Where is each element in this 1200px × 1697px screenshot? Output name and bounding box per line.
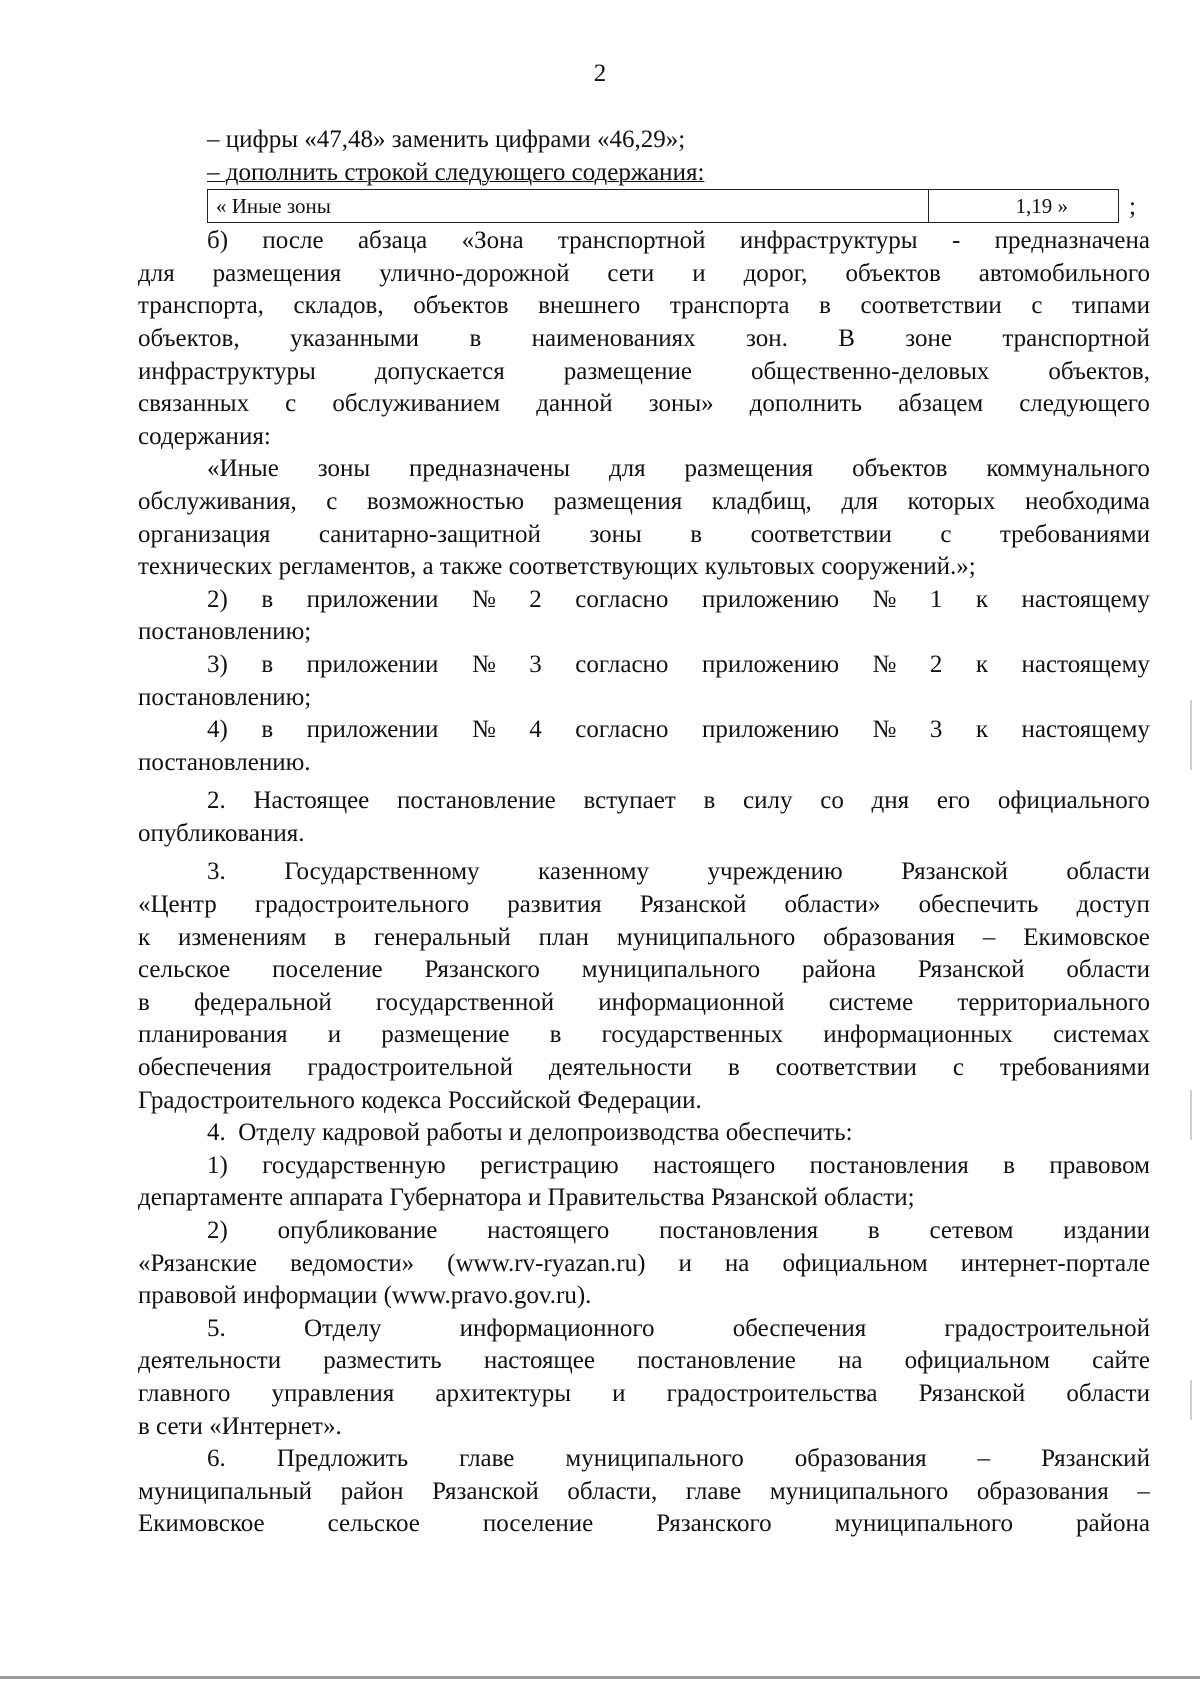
word: муниципального [565, 1445, 744, 1473]
word: типами [1072, 292, 1150, 320]
word: данной [536, 390, 613, 418]
word: деятельности [138, 1347, 282, 1375]
word: организация [138, 520, 271, 548]
word: (www.rv-ryazan.ru) [447, 1249, 646, 1277]
word: Отделу [303, 1314, 382, 1342]
item-2-last-line: постановлению; [138, 618, 312, 646]
word: информационных [823, 1021, 1013, 1049]
word: зоны [589, 520, 642, 548]
word: системе [828, 988, 914, 1016]
word: указанными [289, 324, 420, 352]
word: муниципального [616, 923, 796, 951]
table-row-semicolon: ; [1129, 193, 1136, 221]
word: обеспечения [732, 1314, 867, 1342]
word: настоящему [1021, 716, 1150, 744]
text-line [138, 1150, 1150, 1183]
word: постановления [659, 1217, 819, 1244]
word: Рязанского [656, 1510, 772, 1538]
word: автомобильного [978, 259, 1150, 287]
word: на [838, 1347, 863, 1375]
word: в [549, 1021, 562, 1049]
clause-4: 4. Отделу кадровой работы и делопроизводства обеспечить: [207, 1119, 853, 1147]
word: к [975, 650, 989, 678]
word: градостроительного [254, 891, 470, 919]
word: к [975, 716, 989, 744]
word: доступ [1076, 891, 1150, 919]
word: сельское [327, 1510, 420, 1538]
word: Рязанской [432, 1477, 539, 1505]
word: и [692, 259, 706, 287]
word: транспорта, [138, 292, 264, 320]
text-line [138, 1019, 1150, 1052]
text-line [138, 954, 1150, 987]
word: Рязанской [918, 1379, 1026, 1407]
word: абзаца [357, 227, 428, 255]
word: требованиями [999, 1054, 1150, 1082]
clause-6 [138, 1443, 1150, 1541]
word: опубликование [277, 1217, 438, 1244]
word: главе [685, 1477, 742, 1505]
word: – [982, 923, 996, 951]
word: поселение [482, 1510, 594, 1538]
word: соответствии [750, 520, 892, 548]
word: кладбищ, [711, 487, 812, 515]
word: транспортной [557, 227, 706, 255]
clause-5-last-line: в сети «Интернет». [138, 1412, 342, 1440]
word: зон. [745, 324, 788, 352]
word: государственной [375, 988, 555, 1016]
word: связанных [138, 390, 250, 418]
word: размещения [212, 259, 342, 287]
clause-2-last-line: опубликования. [138, 819, 305, 847]
word: Государственному [284, 858, 480, 886]
word: градостроительной [944, 1314, 1150, 1342]
word: казенному [538, 858, 649, 886]
word: после [262, 227, 324, 255]
text-line [138, 1248, 1150, 1281]
word: № [872, 716, 897, 744]
text-line [138, 649, 1150, 682]
word: и [678, 1249, 692, 1277]
word: коммунального [986, 455, 1150, 483]
scan-edge-mark [1190, 700, 1192, 770]
word: в [819, 292, 831, 320]
word: регистрацию [480, 1151, 619, 1179]
word: «Зона [461, 227, 524, 255]
word: учреждению [707, 858, 843, 886]
word: 1) [207, 1151, 228, 1179]
word: зоны» [648, 390, 714, 418]
word: дополнить [749, 390, 863, 418]
word: размещения [553, 487, 683, 515]
word: обслуживанием [332, 390, 501, 418]
text-line [138, 1345, 1150, 1378]
word: 3 [529, 650, 542, 678]
word: настоящего [487, 1217, 610, 1244]
word: с [1031, 292, 1043, 320]
word: общественно-деловых [750, 357, 990, 385]
table-cell-zone-name: « Иные зоны [207, 189, 929, 223]
word: приложению [701, 585, 840, 613]
word: муниципального [581, 956, 761, 984]
word: в [469, 324, 482, 352]
word: приложении [306, 650, 439, 678]
word: Рязанской [639, 891, 747, 919]
word: главного [138, 1379, 231, 1407]
word: Рязанского [424, 956, 540, 984]
word: управления [271, 1379, 395, 1407]
word: обеспечить [918, 891, 1039, 919]
word: и [327, 1021, 342, 1049]
word: 2) [207, 585, 228, 613]
word: образования [823, 923, 955, 951]
word: инфраструктуры [138, 357, 316, 385]
clause-2 [138, 785, 1150, 818]
word: настоящего [653, 1151, 776, 1179]
word: постановление [397, 787, 556, 815]
word: 6. [207, 1445, 226, 1473]
word: настоящее [483, 1347, 595, 1375]
word: образования [794, 1445, 927, 1473]
word: области» [784, 891, 881, 919]
clause-3-last-line: Градостроительного кодекса Российской Федерации. [138, 1086, 702, 1114]
word: с [326, 487, 338, 515]
word: 1 [929, 585, 943, 613]
word: б) [207, 227, 229, 255]
word: № [471, 650, 496, 678]
word: его [936, 787, 971, 815]
word: образования [976, 1477, 1109, 1505]
word: соответствии [860, 292, 1002, 320]
text-line [138, 486, 1150, 519]
word: обслуживания, [138, 487, 297, 515]
text-line [138, 889, 1150, 922]
word: Рязанской [901, 858, 1008, 886]
word: района [1076, 1510, 1150, 1538]
document-body [138, 124, 1150, 1541]
word: области [1066, 956, 1150, 984]
word: в [727, 1054, 740, 1082]
text-line [138, 1052, 1150, 1085]
word: соответствии [775, 1054, 917, 1082]
text-line [138, 388, 1150, 421]
word: сетевом [929, 1217, 1014, 1244]
text-line [138, 323, 1150, 356]
word: размещения [684, 455, 814, 483]
text-line [138, 453, 1150, 486]
word: необходима [1025, 487, 1150, 515]
word: № [872, 585, 897, 613]
page-number: 2 [593, 60, 607, 87]
word: сайте [1092, 1347, 1150, 1375]
word: объектов [852, 455, 948, 483]
word: с [940, 520, 952, 548]
bullet-line: – дополнить строкой следующего содержания: [207, 158, 705, 186]
word: муниципальный [138, 1477, 312, 1505]
word: системах [1053, 1021, 1150, 1049]
word: в [703, 787, 716, 815]
word: дня [871, 787, 910, 815]
word: для [138, 259, 175, 287]
word: допускается [374, 357, 505, 385]
word: в [1003, 1151, 1015, 1179]
word: приложении [306, 716, 439, 744]
word: объектов [413, 292, 509, 320]
word: настоящему [1021, 585, 1150, 613]
word: планирования [138, 1021, 288, 1049]
word: транспортной [1002, 324, 1150, 352]
word: области, [567, 1477, 658, 1505]
word: район [340, 1477, 404, 1505]
clause-4-2-last-line: правовой информации (www.pravo.gov.ru). [138, 1282, 592, 1310]
text-line [138, 1378, 1150, 1411]
word: области [1066, 1379, 1150, 1407]
text-line [138, 714, 1150, 747]
word: официального [997, 787, 1150, 815]
word: объектов, [138, 324, 240, 352]
word: в [261, 716, 274, 744]
text-line [138, 1476, 1150, 1509]
bullet-line: – цифры «47,48» заменить цифрами «46,29»; [207, 126, 686, 153]
clause-5 [138, 1313, 1150, 1411]
word: Екимовское [1023, 923, 1150, 951]
word: к [975, 585, 989, 613]
word: согласно [575, 650, 669, 678]
item-2 [138, 584, 1150, 617]
quoted-paragraph [138, 453, 1150, 551]
word: архитектуры [435, 1379, 572, 1407]
word: Рязанской [917, 956, 1025, 984]
word: постановление [637, 1347, 796, 1375]
text-line [138, 1508, 1150, 1541]
word: возможностью [366, 487, 525, 515]
word: план [538, 923, 589, 951]
word: Настоящее [253, 787, 370, 815]
word: зоны [317, 455, 371, 483]
word: Предложить [276, 1445, 409, 1473]
word: приложении [306, 585, 439, 613]
text-line [138, 225, 1150, 258]
word: «Рязанские [138, 1249, 258, 1277]
quoted-paragraph-last-line: технических регламентов, а также соответствующих культовых сооружений.»; [138, 553, 976, 581]
word: приложению [701, 650, 840, 678]
word: федеральной [194, 988, 332, 1016]
word: с [285, 390, 297, 418]
word: развития [507, 891, 602, 919]
word: размещение [563, 357, 692, 385]
text-line [138, 922, 1150, 955]
word: на [724, 1249, 750, 1277]
word: «Центр [138, 891, 217, 919]
word: дорог, [743, 259, 808, 287]
word: информационной [598, 988, 785, 1016]
text-line [138, 1215, 1150, 1248]
word: муниципального [834, 1510, 1014, 1538]
word: объектов, [1048, 357, 1150, 385]
word: улично-дорожной [379, 259, 570, 287]
word: 2) [207, 1217, 228, 1244]
word: – [1137, 1477, 1150, 1505]
word: инфраструктуры [739, 227, 918, 255]
word: к [138, 923, 151, 951]
word: территориального [957, 988, 1150, 1016]
word: наименованиях [531, 324, 696, 352]
word: согласно [575, 585, 669, 613]
word: абзацем [898, 390, 984, 418]
word: сети [607, 259, 655, 287]
word: 5. [207, 1314, 226, 1342]
word: внешнего [538, 292, 641, 320]
word: издании [1063, 1217, 1150, 1244]
word: в [138, 988, 150, 1016]
inserted-table-row [207, 189, 1150, 225]
text-line [138, 1443, 1150, 1476]
word: размещение [381, 1021, 510, 1049]
text-line [138, 519, 1150, 552]
word: 4 [529, 716, 542, 744]
clause-3 [138, 856, 1150, 1084]
word: градостроительства [666, 1379, 878, 1407]
word: следующего [1019, 390, 1150, 418]
text-line [138, 584, 1150, 617]
word: для [608, 455, 646, 483]
word: области [1066, 858, 1150, 886]
word: № [471, 716, 496, 744]
word: № [872, 650, 897, 678]
scan-edge-mark [1190, 1380, 1192, 1420]
word: силу [743, 787, 793, 815]
word: В [838, 324, 855, 352]
word: требованиями [999, 520, 1150, 548]
word: Рязанский [1041, 1445, 1150, 1473]
clause-4-2 [138, 1215, 1150, 1280]
word: в [261, 650, 274, 678]
item-4-last-line: постановлению. [138, 748, 311, 776]
word: 3 [929, 716, 943, 744]
word: настоящему [1021, 650, 1150, 678]
word: объектов [845, 259, 941, 287]
word: для [841, 487, 879, 515]
word: ведомости» [290, 1249, 415, 1277]
word: интернет-портале [960, 1249, 1150, 1277]
word: 4) [207, 716, 228, 744]
item-3-last-line: постановлению; [138, 683, 312, 711]
text-line [138, 785, 1150, 818]
word: складов, [293, 292, 384, 320]
word: согласно [575, 716, 669, 744]
clause-4-1-last-line: департаменте аппарата Губернатора и Правительства Рязанской области; [138, 1184, 915, 1212]
word: 2. [207, 787, 226, 815]
word: и [612, 1379, 626, 1407]
word: официальном [782, 1249, 928, 1277]
word: приложению [701, 716, 840, 744]
clause-4-1 [138, 1150, 1150, 1183]
word: в [867, 1217, 880, 1244]
word: в [261, 585, 274, 613]
word: предназначены [409, 455, 571, 483]
item-4 [138, 714, 1150, 747]
scan-edge-mark [1190, 1090, 1192, 1140]
word: транспорта [669, 292, 790, 320]
word: изменениям [178, 923, 307, 951]
word: вступает [583, 787, 676, 815]
word: № [471, 585, 496, 613]
word: санитарно-защитной [318, 520, 541, 548]
item-3 [138, 649, 1150, 682]
text-line [138, 258, 1150, 291]
word: «Иные [207, 455, 279, 483]
table-cell-zone-value: 1,19 » [929, 189, 1119, 223]
word: градостроительной [307, 1054, 513, 1082]
text-line [138, 987, 1150, 1020]
word: поселение [272, 956, 383, 984]
word: правовом [1049, 1151, 1150, 1179]
word: зоне [905, 324, 952, 352]
word: муниципального [769, 1477, 949, 1505]
text-line [138, 1313, 1150, 1346]
text-line [138, 356, 1150, 389]
text-line [138, 290, 1150, 323]
paragraph-b [138, 225, 1150, 421]
word: главе [459, 1445, 515, 1473]
word: предназначена [994, 227, 1150, 255]
word: в [690, 520, 703, 548]
word: 2 [929, 650, 943, 678]
word: Екимовское [138, 1510, 265, 1538]
word: 3) [207, 650, 228, 678]
word: которых [907, 487, 996, 515]
paragraph-b-last-line: содержания: [138, 422, 271, 450]
word: в [334, 923, 347, 951]
text-line [138, 856, 1150, 889]
word: с [952, 1054, 964, 1082]
word: - [951, 227, 961, 255]
word: официальном [904, 1347, 1050, 1375]
word: разместить [323, 1347, 442, 1375]
scan-bottom-edge [0, 1676, 1200, 1679]
word: 3. [207, 858, 226, 886]
word: со [820, 787, 844, 815]
word: обеспечения [138, 1054, 272, 1082]
word: района [802, 956, 876, 984]
word: 2 [529, 585, 542, 613]
word: государственную [262, 1151, 446, 1179]
word: постановления [809, 1151, 969, 1179]
word: информационного [459, 1314, 655, 1342]
word: деятельности [548, 1054, 693, 1082]
word: сельское [138, 956, 231, 984]
word: государственных [601, 1021, 784, 1049]
word: генеральный [373, 923, 511, 951]
word: – [977, 1445, 991, 1473]
